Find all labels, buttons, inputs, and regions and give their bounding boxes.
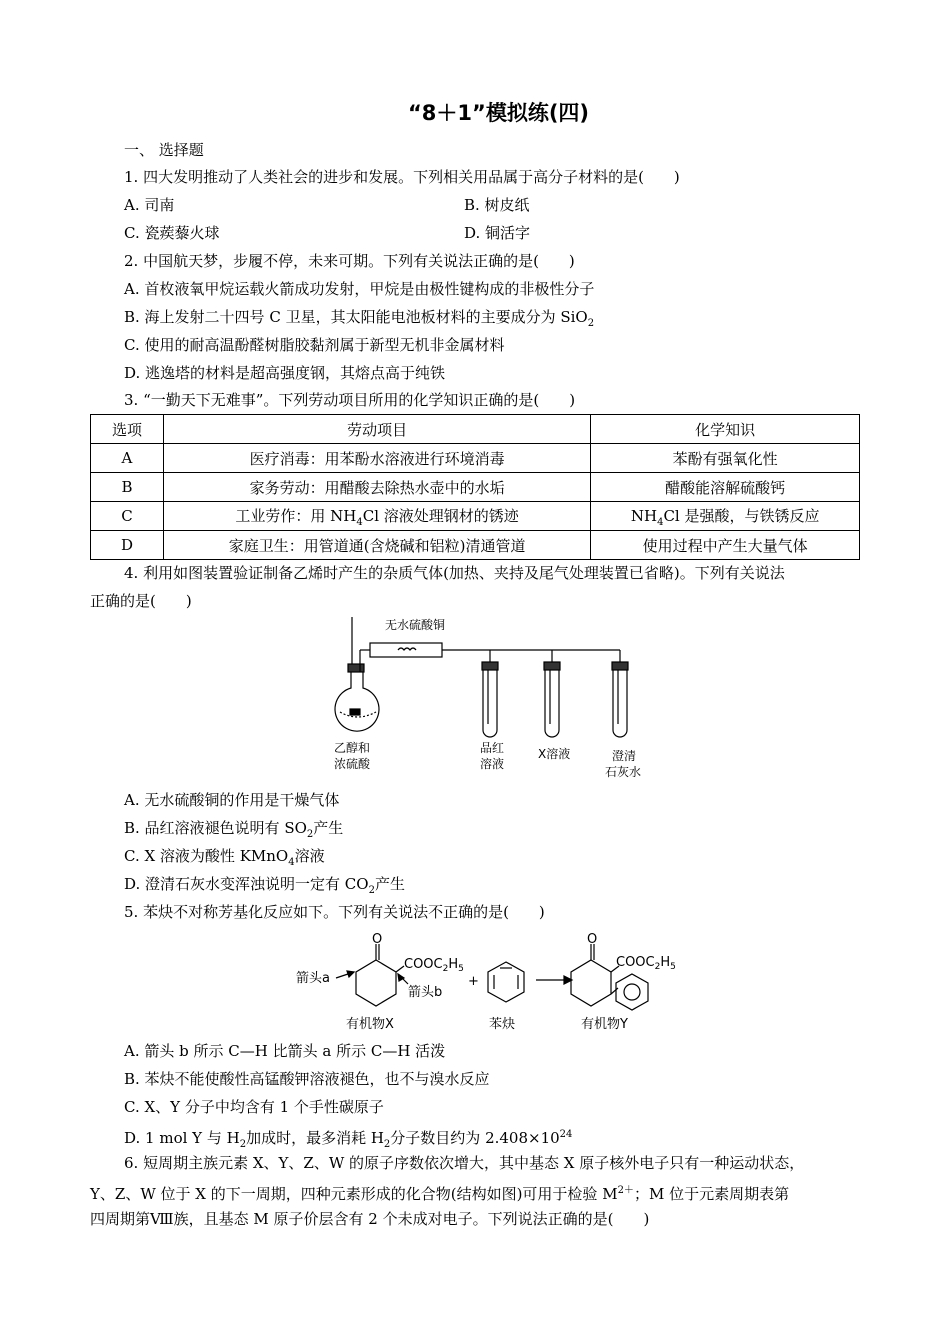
q4-option-a: A. 无水硫酸铜的作用是干燥气体 (124, 791, 340, 809)
q4-stem-line1: 4. 利用如图装置验证制备乙烯时产生的杂质气体(加热、夹持及尾气处理装置已省略)。下列有关说法 (124, 564, 785, 582)
tube3-label-2: 石灰水 (605, 765, 642, 779)
row-knowledge: 苯酚有强氧化性 (591, 444, 860, 473)
flask-label-1: 乙醇和 (334, 741, 371, 755)
row-knowledge: 醋酸能溶解硫酸钙 (591, 473, 860, 502)
q2-option-d: D. 逃逸塔的材料是超高强度钢，其熔点高于纯铁 (124, 364, 446, 382)
q2-option-a: A. 首枚液氧甲烷运载火箭成功发射，甲烷是由极性键构成的非极性分子 (124, 280, 595, 298)
q4-stem-line2: 正确的是( ) (90, 592, 192, 610)
table-row (91, 502, 860, 531)
y-oxygen: O (587, 932, 598, 947)
q4-option-c: C. X 溶液为酸性 KMnO$_4$溶液 (124, 847, 325, 868)
q2-option-c: C. 使用的耐高温酚醛树脂胶黏剂属于新型无机非金属材料 (124, 336, 505, 354)
q1-option-c: C. 瓷蒺藜火球 (124, 224, 220, 242)
row-item: 工业劳作：用 $NH_4Cl$ 溶液处理钢材的锈迹 (163, 502, 590, 531)
q6-line3: 四周期第Ⅷ族，且基态 M 原子价层含有 2 个未成对电子。下列说法正确的是( ) (90, 1210, 650, 1228)
page-title: “8＋1”模拟练(四) (408, 101, 590, 125)
q5-option-c: C. X、Y 分子中均含有 1 个手性碳原子 (124, 1098, 384, 1116)
row-item: 家庭卫生：用管道通(含烧碱和铝粒)清通管道 (163, 531, 590, 560)
q5-option-b: B. 苯炔不能使酸性高锰酸钾溶液褪色，也不与溴水反应 (124, 1070, 490, 1088)
q3-table (90, 414, 860, 560)
q5-option-a: A. 箭头 b 所示 C—H 比箭头 a 所示 C—H 活泼 (124, 1042, 446, 1060)
tube2-label: X溶液 (538, 747, 571, 761)
row-knowledge: 使用过程中产生大量气体 (591, 531, 860, 560)
row-item: 医疗消毒：用苯酚水溶液进行环境消毒 (163, 444, 590, 473)
q3-stem: 3. “一勤天下无难事”。下列劳动项目所用的化学知识正确的是( ) (124, 391, 576, 409)
x-ester: $COOC_2H_5$ (404, 957, 464, 974)
plus-sign: + (468, 974, 479, 989)
q5-option-d: D. 1 mol Y 与 $H_2$加成时，最多消耗 $H_2$分子数目约为 $2.408\times 10^{24}$ (124, 1129, 573, 1150)
q2-stem: 2. 中国航天梦，步履不停，未来可期。下列有关说法正确的是( ) (124, 252, 575, 270)
y-ester: $COOC_2H_5$ (616, 955, 676, 972)
q4-option-d: D. 澄清石灰水变浑浊说明一定有 $CO_2$产生 (124, 875, 405, 896)
row-item: 家务劳动：用醋酸去除热水壶中的水垢 (163, 473, 590, 502)
q2-option-b: B. 海上发射二十四号 C 卫星，其太阳能电池板材料的主要成分为 SiO$_2$ (124, 308, 595, 329)
x-label: 有机物X (346, 1017, 394, 1032)
cuso4-label: 无水硫酸铜 (385, 618, 446, 632)
row-option: D (91, 531, 164, 560)
q4-apparatus-figure (320, 612, 660, 782)
q5-stem: 5. 苯炔不对称芳基化反应如下。下列有关说法不正确的是( ) (124, 903, 545, 921)
header-knowledge: 化学知识 (591, 415, 860, 444)
x-oxygen: O (372, 932, 383, 947)
tube1-label-2: 溶液 (480, 757, 505, 771)
table-header-row (91, 415, 860, 444)
row-knowledge: $NH_4Cl$ 是强酸，与铁锈反应 (591, 502, 860, 531)
benzyne-label: 苯炔 (489, 1017, 516, 1032)
q5-reaction-figure (296, 930, 686, 1035)
tube3-label-1: 澄清 (612, 749, 637, 763)
table-row (91, 531, 860, 560)
row-option: B (91, 473, 164, 502)
row-option: A (91, 444, 164, 473)
q1-option-b: B. 树皮纸 (464, 196, 530, 214)
tube1-label-1: 品红 (480, 741, 505, 755)
q6-line2: Y、Z、W 位于 X 的下一周期，四种元素形成的化合物(结构如图)可用于检验 $M^{2+}$；M 位于元素周期表第 (90, 1185, 790, 1203)
arrow-a-label: 箭头a (296, 971, 330, 986)
section-heading: 一、 选择题 (124, 141, 204, 159)
q1-stem: 1. 四大发明推动了人类社会的进步和发展。下列相关用品属于高分子材料的是( ) (124, 168, 680, 186)
q4-option-b: B. 品红溶液褪色说明有 $SO_2$产生 (124, 819, 344, 840)
q6-line1: 6. 短周期主族元素 X、Y、Z、W 的原子序数依次增大，其中基态 X 原子核外电子只有一种运动状态， (124, 1154, 805, 1172)
flask-label-2: 浓硫酸 (334, 757, 371, 771)
row-option: C (91, 502, 164, 531)
y-label: 有机物Y (581, 1017, 628, 1032)
table-row (91, 473, 860, 502)
header-option: 选项 (91, 415, 164, 444)
q1-option-a: A. 司南 (124, 196, 175, 214)
header-item: 劳动项目 (163, 415, 590, 444)
arrow-b-label: 箭头b (408, 985, 443, 1000)
q1-option-d: D. 铜活字 (464, 224, 531, 242)
table-row (91, 444, 860, 473)
